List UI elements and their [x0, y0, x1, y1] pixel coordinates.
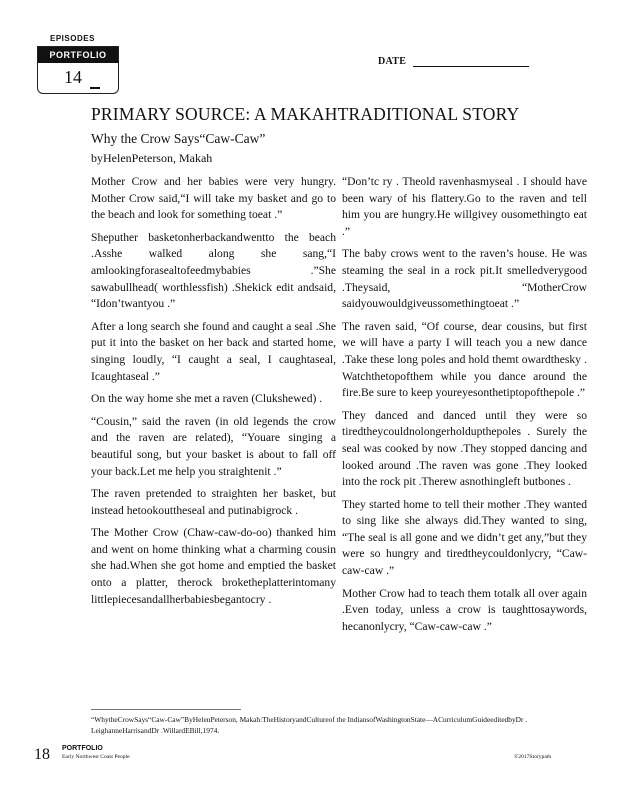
- byline: byHelenPeterson, Makah: [91, 151, 213, 165]
- date-label: DATE: [378, 56, 407, 67]
- story-paragraph: The baby crows went to the raven’s house. He was steaming the seal in a rock pit.It smelledverygood .Theysaid, “MotherCrow saidyouwouldgiveussomethingtoeat .”: [342, 247, 587, 311]
- story-paragraph: The raven said, “Of course, dear cousins, but first we will have a party I will teach you a new dance .Take these long poles and hold themt owardthesky . Watchthetopofthem while you dance around the fire.Be sure to keep youreyesonthetiptopofthepole .”: [342, 319, 587, 400]
- footnote: “WhytheCrowSays“Caw-Caw”ByHelenPeterson, Makah:TheHistoryandCultureof the IndiansofWashingtonState—ACurriculumGuideeditedbyDr . LeighanneHarrisandDr .WillardEBill,1974.: [91, 715, 528, 735]
- story-column-left: [91, 174, 336, 614]
- story-paragraph: They danced and danced until they were so tiredtheycouldnolongerholdupthepoles . Surely the seal was cooked by now .They stopped dancing and looked around .The raven was gone .They looked into the rock pit .Therew asnothingleft butbones .: [342, 408, 587, 489]
- date-line: [413, 66, 529, 67]
- footer-subtitle: Early Northwest Coast People: [62, 754, 130, 760]
- page-title: PRIMARY SOURCE: A MAKAHTRADITIONAL STORY: [91, 104, 520, 124]
- story-paragraph: Mother Crow and her babies were very hungry. Mother Crow said,“I will take my basket and go to the beach and look for something toeat .”: [91, 175, 336, 222]
- story-paragraph: “Don’tc ry . Theold ravenhasmyseal . I should have been wary of his flattery.Go to the raven and tell him you are hungry.He willgivey ousomethingto eat .”: [342, 175, 587, 238]
- portfolio-underline: [90, 87, 100, 89]
- page-number: 18: [34, 746, 50, 763]
- story-paragraph: On the way home she met a raven (Clukshewed) .: [91, 392, 323, 406]
- footnote-rule: [91, 709, 241, 710]
- story-paragraph: The raven pretended to straighten her basket, but instead hetookouttheseal and putinabigrock .: [91, 487, 336, 517]
- story-paragraph: The Mother Crow (Chaw-caw-do-oo) thanked him and went on home thinking what a charming cousin she had.When she got home and emptied the basket onto a platter, therock broketheplatterintomany littlepiecesandallherbabiesbegantocry .: [91, 526, 336, 606]
- story-paragraph: They started home to tell their mother .They wanted to sing like she always did.They wanted to sing, “The seal is all gone and we didn’t get any,”but they were so hungry and tiredtheycouldonlycry, “Caw-caw-caw .”: [342, 497, 587, 578]
- copyright: ©2017Storypath: [514, 754, 552, 760]
- episodes-label: EPISODES: [50, 34, 95, 43]
- footer-portfolio-label: PORTFOLIO: [62, 745, 103, 752]
- story-paragraph: After a long search she found and caught a seal .She put it into the basket on her back and started home, singing loudly, “I caught a seal, I caughtaseal, Icaughtaseal .”: [91, 319, 336, 383]
- story-column-right: [342, 174, 587, 641]
- story-paragraph: Sheputher basketonherbackandwentto the beach .Asshe walked along she sang,“I amlookingforasealtofeedmybabies .”She sawabullhead( worthlessfish) .Shekick edit andsaid, “Idon’twantyou .”: [91, 230, 336, 311]
- portfolio-badge: [37, 46, 119, 94]
- story-title: Why the Crow Says“Caw-Caw”: [91, 131, 266, 146]
- story-paragraph: “Cousin,” said the raven (in old legends the crow and the raven are related), “Youare singing a beautiful song, but your basket is about to fall off your back.Let me help you straightenit .”: [91, 414, 336, 478]
- portfolio-badge-label: PORTFOLIO: [38, 47, 118, 63]
- portfolio-number: 14: [64, 67, 82, 87]
- story-paragraph: Mother Crow had to teach them totalk all over again .Even today, unless a crow is taughttosaywords, hecanonlycry, “Caw-caw-caw .”: [342, 586, 587, 633]
